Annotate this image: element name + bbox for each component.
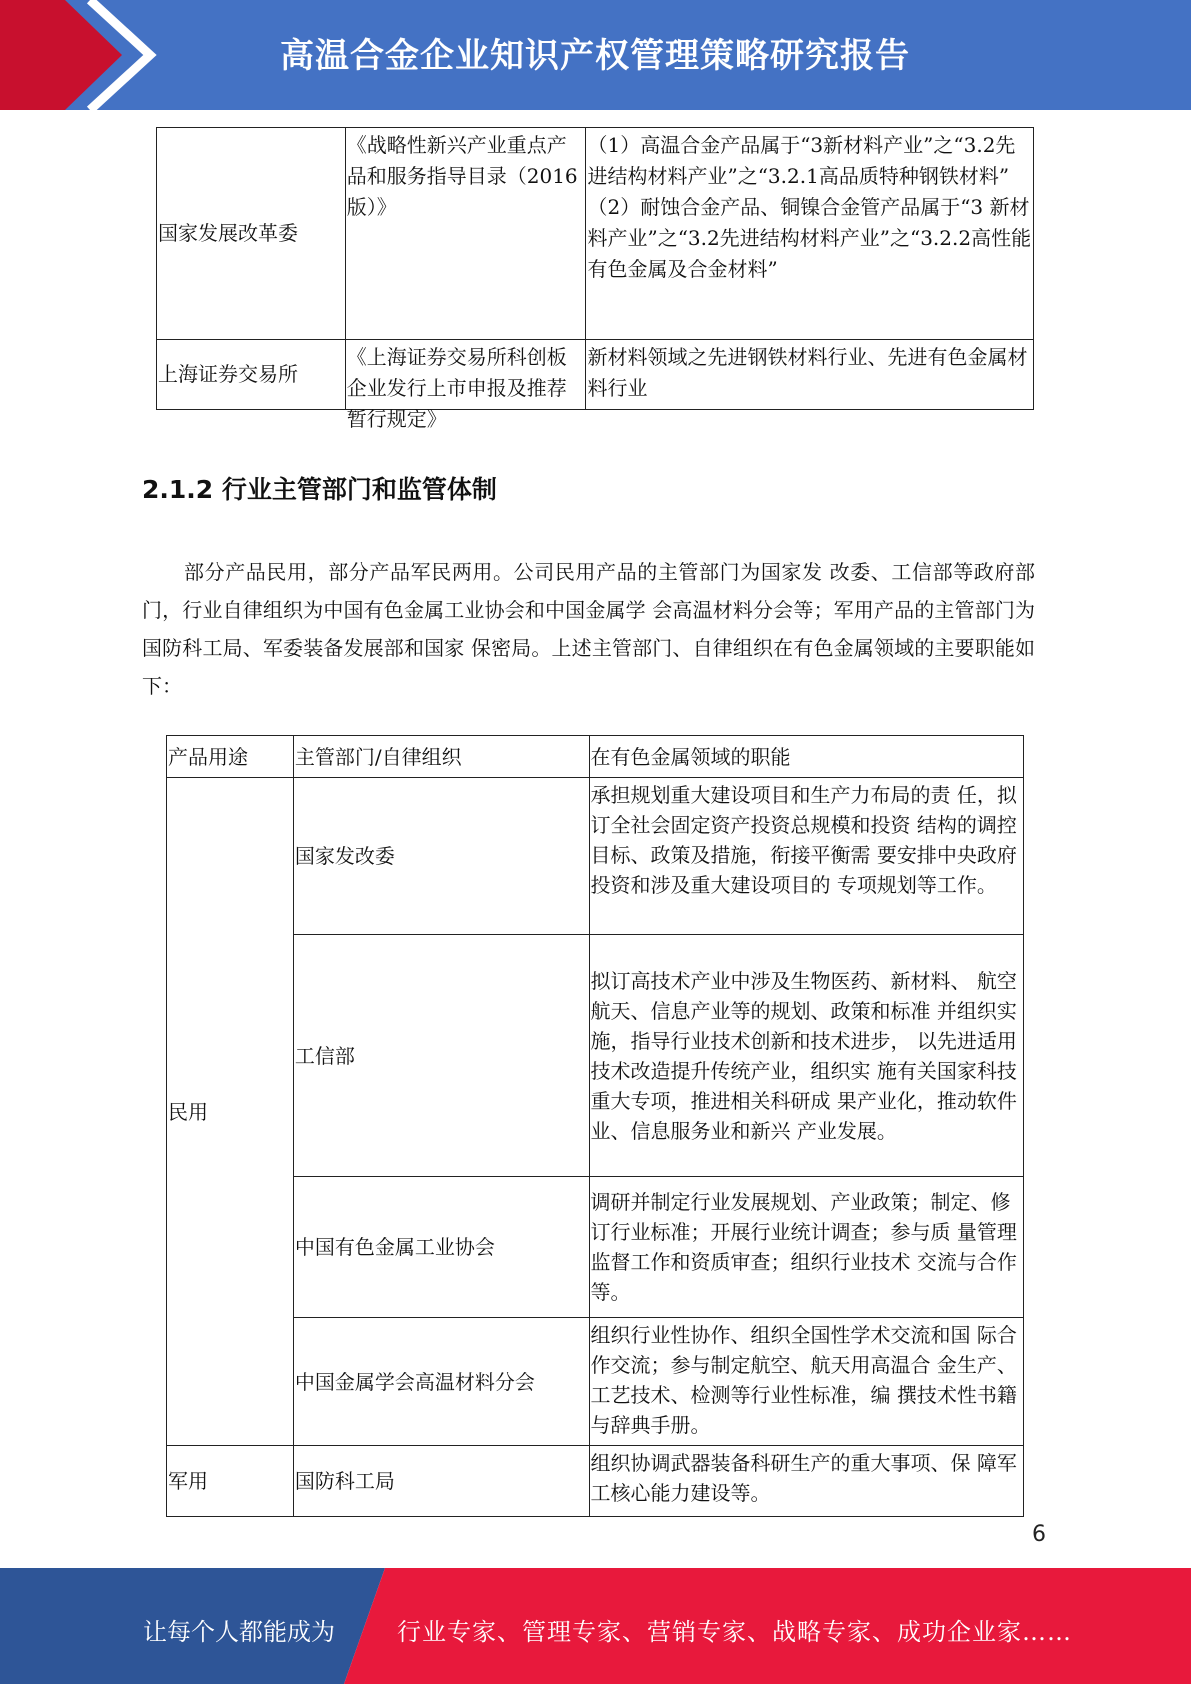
table-row: [167, 1446, 1024, 1517]
report-title: 高温合金企业知识产权管理策略研究报告: [280, 36, 910, 76]
org-cell: 国家发改委: [293, 778, 589, 935]
table-header-row: [167, 736, 1024, 778]
content-cell: 新材料领域之先进钢铁材料行业、先进有色金属材料行业: [586, 340, 1034, 410]
industry-classification-table: [156, 127, 1034, 431]
usage-group-civil: 民用: [167, 778, 294, 1446]
table-row: [157, 128, 1034, 340]
page-footer: [0, 1568, 1191, 1684]
duty-cell: 承担规划重大建设项目和生产力布局的责 任，拟订全社会固定资产投资总规模和投资 结构的调控目标、政策及措施，衔接平衡需 要安排中央政府投资和涉及重大建设项目的 专项规划等工作。: [589, 778, 1024, 935]
table-row: [167, 935, 1024, 1177]
duty-cell: [589, 1446, 1024, 1517]
body-paragraph: 部分产品民用，部分产品军民两用。公司民用产品的主管部门为国家发 改委、工信部等政府部门，行业自律组织为中国有色金属工业协会和中国金属学 会高温材料分会等；军用产品的主管部门为国防科工局、军委装备发展部和国家 保密局。上述主管部门、自律组织在有色金属领域的主要职能如下：: [142, 560, 1035, 698]
doc-text: 《上海证券交易所科创板企业发行上市申报及推荐暂行规定》: [346, 345, 567, 431]
content-line: （2）耐蚀合金产品、铜镍合金管产品属于“3 新材料产业”之“3.2先进结构材料产业”之“3.2.2高性能有色金属及合金材料”: [587, 195, 1032, 281]
table-row: [157, 340, 1034, 410]
org-cell: 中国有色金属工业协会: [293, 1177, 589, 1318]
org-cell: 工信部: [293, 935, 589, 1177]
duty-cell: 组织行业性协作、组织全国性学术交流和国 际合作交流；参与制定航空、航天用高温合 金生产、工艺技术、检测等行业性标准，编 撰技术性书籍与辞典手册。: [589, 1318, 1024, 1446]
table-row: [167, 778, 1024, 935]
usage-group-military: 军用: [167, 1446, 294, 1517]
page-header: [0, 0, 1191, 110]
org-cell: 国防科工局: [293, 1446, 589, 1517]
dept-cell: 国家发展改革委: [157, 128, 346, 340]
page-number: 6: [1032, 1522, 1046, 1547]
content-cell: [586, 128, 1034, 340]
section-heading: 2.1.2 行业主管部门和监管体制: [142, 475, 497, 504]
footer-slogan-right: 行业专家、管理专家、营销专家、战略专家、成功企业家……: [397, 1618, 1072, 1646]
dept-cell: 上海证券交易所: [157, 340, 346, 410]
content-line: （1）高温合金产品属于“3新材料产业”之“3.2先进结构材料产业”之“3.2.1高品质特种钢铁材料”: [587, 133, 1016, 188]
duty-cell: 拟订高技术产业中涉及生物医药、新材料、 航空航天、信息产业等的规划、政策和标准 并组织实施，指导行业技术创新和技术进步， 以先进适用技术改造提升传统产业，组织实 施有关国家科技重大专项，推进相关科研成 果产业化，推动软件业、信息服务业和新兴 产业发展。: [589, 935, 1024, 1177]
column-header: 产品用途: [167, 736, 294, 778]
table-row: [167, 1177, 1024, 1318]
doc-cell: [345, 340, 586, 431]
duty-cell: 调研并制定行业发展规划、产业政策；制定、修订行业标准；开展行业统计调查；参与质 量管理监督工作和资质审查；组织行业技术 交流与合作等。: [589, 1177, 1024, 1318]
duty-text: 组织协调武器装备科研生产的重大事项、保 障军工核心能力建设等。: [590, 1451, 1017, 1505]
org-cell: 中国金属学会高温材料分会: [293, 1318, 589, 1446]
table-row: [167, 1318, 1024, 1446]
footer-slogan-left: 让每个人都能成为: [143, 1618, 335, 1646]
column-header: 在有色金属领域的职能: [589, 736, 1024, 778]
column-header: 主管部门/自律组织: [293, 736, 589, 778]
doc-cell: 《战略性新兴产业重点产品和服务指导目录（2016版）》: [345, 128, 586, 340]
regulatory-authorities-table: [166, 735, 1024, 1517]
